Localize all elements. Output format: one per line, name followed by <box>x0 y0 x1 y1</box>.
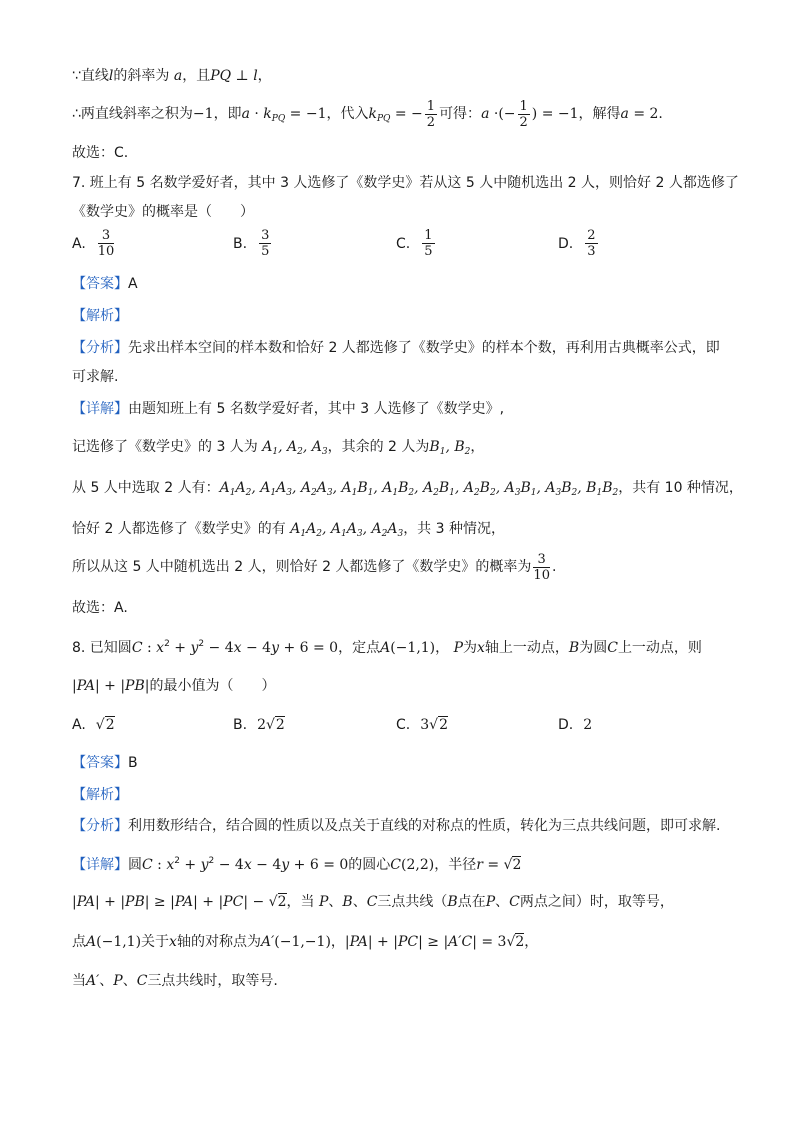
q8-option-a: A. √2 <box>72 717 115 733</box>
line-3: 故选：C. <box>72 145 129 161</box>
q7-detail-line3: 从 5 人中选取 2 人有：$A_1A_2$, $A_1A_3$, $A_2A_3$, $A_1B_1$, $A_1B_2$, $A_2B_1$, $A_2B_2$, $A_3B_1$, $A_3B_2$, $B_1B_2$，共有 10 种情况， <box>72 480 743 498</box>
q8-detail-line3: 点A(−1,1)关于x轴的对称点为A′(−1,−1)，|PA| + |PC| ≥ |A′C| = 3√2， <box>72 934 539 950</box>
q7-detail-line2: 记选修了《数学史》的 3 人为 $A_1$, $A_2$, $A_3$，其余的 2 人为$B_1$, $B_2$， <box>72 439 485 457</box>
q8-detail-line1: 【详解】圆C : $x^2 + y^2 - 4x - 4y + 6 = 0$的圆心C(2,2)，半径r = √2 <box>72 856 522 873</box>
q7-option-c: C. $\frac{1}{5}$ <box>396 228 433 259</box>
q8-stem-line2: |PA| + |PB|的最小值为（ ） <box>72 678 276 694</box>
q8-option-b: B. 2√2 <box>233 717 285 733</box>
q7-detail-line4: 恰好 2 人都选修了《数学史》的有 $A_1A_2$, $A_1A_3$, $A_2A_3$，共 3 种情况， <box>72 521 505 539</box>
because-symbol: ∵ <box>72 68 81 84</box>
q7-option-a: A. $\frac{3}{10}$ <box>72 228 115 259</box>
q8-analysis-heading: 【解析】 <box>72 787 128 803</box>
q7-option-b: B. $\frac{3}{5}$ <box>233 228 270 259</box>
q8-detail-line2: |PA| + |PB| ≥ |PA| + |PC| − √2，当 P、B、C三点共线（B点在P、C两点之间）时，取等号， <box>72 894 674 910</box>
q7-stem-line2: 《数学史》的概率是（ ） <box>72 204 254 220</box>
q7-fenxi-line1: 【分析】先求出样本空间的样本数和恰好 2 人都选修了《数学史》的样本个数，再利用古典概率公式，即 <box>72 340 720 356</box>
line-2: ∴两直线斜率之积为−1，即$a \cdot k_{PQ} = -1$，代入$k_{PQ}$ = − $\frac{1}{2}$ 可得：a ·(− $\frac{1}{2}$ ) = −1，解得a = 2. <box>72 98 663 130</box>
q8-option-d: D. 2 <box>558 717 593 733</box>
q7-detail-line1: 【详解】由题知班上有 5 名数学爱好者，其中 3 人选修了《数学史》, <box>72 401 505 417</box>
q7-analysis-heading: 【解析】 <box>72 308 128 324</box>
q8-option-c: C. 3√2 <box>396 717 448 733</box>
q7-stem-line1: 7. 班上有 5 名数学爱好者，其中 3 人选修了《数学史》若从这 5 人中随机选出 2 人，则恰好 2 人都选修了 <box>72 175 739 191</box>
q7-detail-line6: 故选：A. <box>72 600 128 616</box>
q8-detail-line4: 当A′、P、C三点共线时，取等号. <box>72 973 278 989</box>
line-1: ∵直线l的斜率为 a，且PQ ⊥ l， <box>72 68 272 84</box>
q7-detail-line5: 所以从这 5 人中随机选出 2 人，则恰好 2 人都选修了《数学史》的概率为 $\frac{3}{10}$ . <box>72 551 557 583</box>
q8-fenxi: 【分析】利用数形结合，结合圆的性质以及点关于直线的对称点的性质，转化为三点共线问题，即可求解. <box>72 818 721 834</box>
q7-answer: 【答案】A <box>72 276 138 292</box>
q8-answer: 【答案】B <box>72 755 138 771</box>
q7-option-d: D. $\frac{2}{3}$ <box>558 228 596 259</box>
q7-fenxi-line2: 可求解. <box>72 369 119 385</box>
therefore-symbol: ∴ <box>72 106 81 122</box>
q8-stem-line1: 8. 已知圆C : $x^2 + y^2 - 4x - 4y + 6 = 0$，定点A(−1,1)， P为x轴上一动点，B为圆C上一动点，则 <box>72 639 702 656</box>
